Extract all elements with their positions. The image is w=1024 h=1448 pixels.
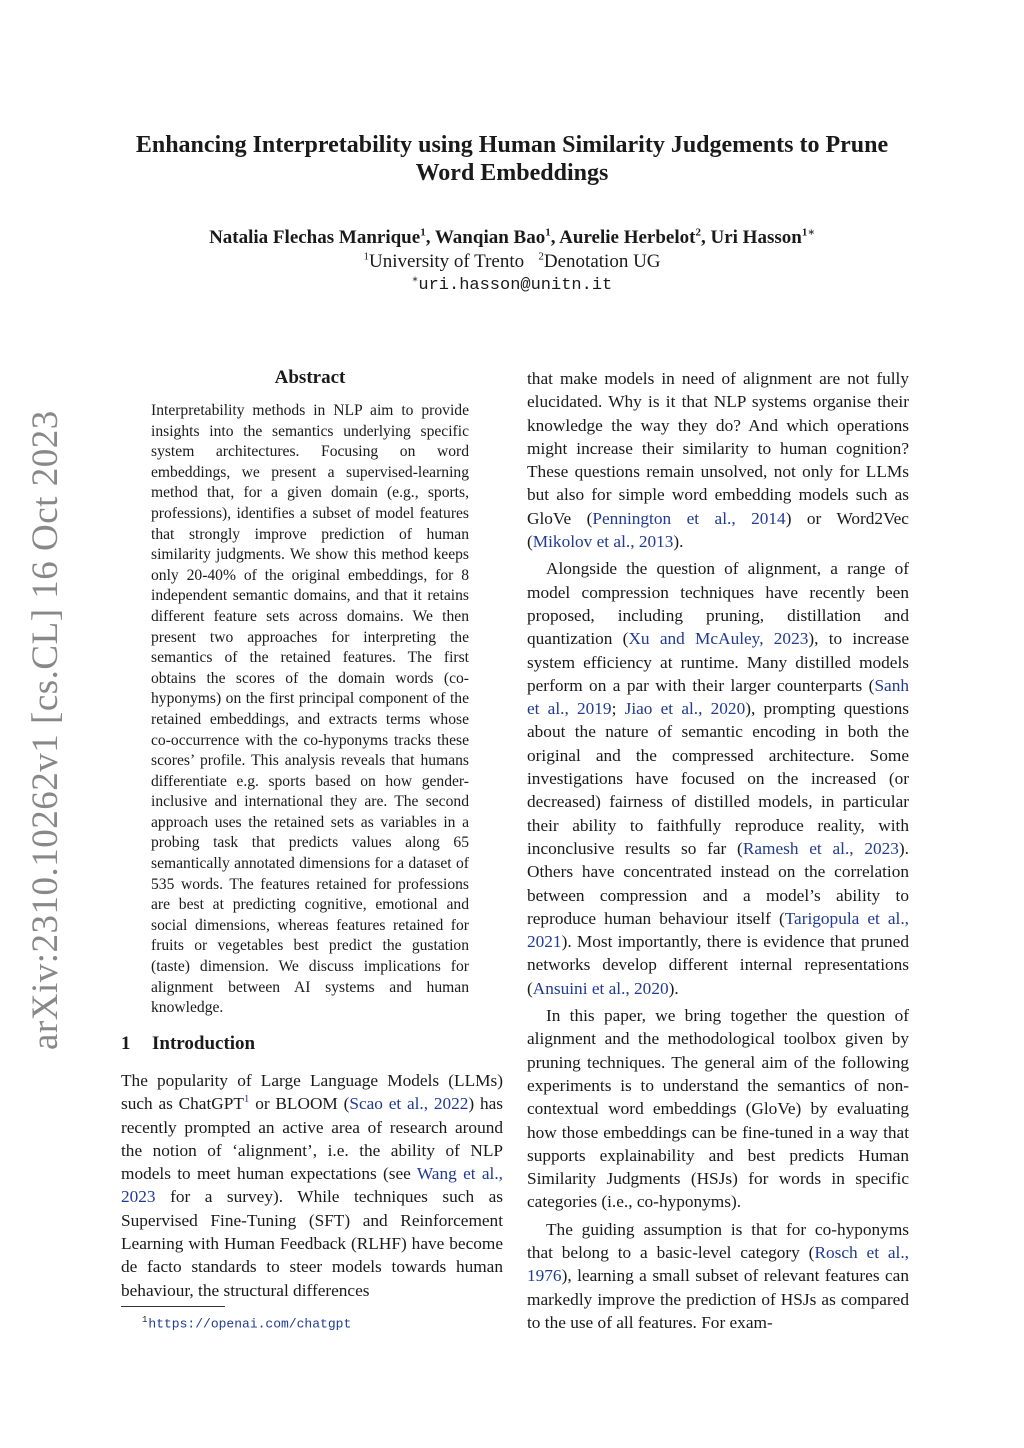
intro-column-right [527, 367, 909, 1334]
text-run: ; [611, 699, 625, 719]
footnote [142, 1311, 351, 1333]
intro-paragraph-2 [527, 557, 909, 1000]
footnote-rule [121, 1306, 225, 1307]
text-run: Alongside the question of alignment, a range of model compression techniques have recently been proposed, including pruning, distillation and quantization ( [527, 559, 909, 649]
arxiv-identifier-stamp: arXiv:2310.10262v1 [cs.CL] 16 Oct 2023 [25, 410, 66, 1050]
text-run: that make models in need of alignment are not fully elucidated. Why is it that NLP systems organise their knowledge the way they do? And which operations might increase their similarity to human cognition? These questions remain unsolved, not only for LLMs but also for simple word embedding models such as GloVe ( [527, 369, 909, 528]
text-run: ) or Word2Vec ( [527, 508, 909, 552]
text-run: for a survey). While techniques such as Supervised Fine-Tuning (SFT) and Reinforcement Learning with Human Feedback (RLHF) have become de facto standards to steer models towards human behaviour, the structural differences [121, 1187, 503, 1300]
affiliation-mark: 2 [538, 250, 544, 263]
email-mark: ∗ [411, 274, 419, 287]
author-affiliation-mark: 1 [545, 226, 551, 239]
text-run: ). Most importantly, there is evidence that pruned networks develop different internal representations ( [527, 932, 909, 998]
text-run: or BLOOM ( [249, 1094, 350, 1114]
abstract-text: Interpretability methods in NLP aim to provide insights into the semantics underlying specific system architectures. Focusing on word embeddings, we present a supervised-learning method that, for a given domain (e.g., sports, professions), identifies a subset of model features that strongly improve prediction of human similarity judgments. We show this method keeps only 20-40% of the original embeddings, for 8 independent semantic domains, and that it retains different feature sets across domains. We then present two approaches for interpreting the semantics of the retained features. The first obtains the scores of the domain words (co-hyponyms) on the first principal component of the retained embeddings, and extracts terms whose co-occurrence with the co-hyponyms tracks these scores’ profile. This analysis reveals that humans differentiate e.g. sports based on how gender-inclusive and international they are. The second approach uses the retained sets as variables in a probing task that predicts values along 65 semantically annotated dimensions for a dataset of 535 words. The features retained for professions are best at predicting cognitive, emotional and social dimensions, whereas features retained for fruits or vegetables best predict the gustation (taste) dimension. We discuss implications for alignment between AI systems and human knowledge. [151, 402, 469, 1017]
citation-link[interactable]: Tarigopula et al., 2021 [527, 908, 909, 952]
section-heading-introduction [121, 1032, 255, 1056]
text-run: ). [668, 978, 679, 998]
footnote-ref[interactable]: 1 [243, 1093, 250, 1106]
citation-link[interactable]: Ansuini et al., 2020 [532, 978, 669, 998]
citation-link[interactable]: Ramesh et al., 2023 [742, 838, 899, 858]
affiliation-name: Denotation UG [543, 251, 661, 272]
text-run: ). [673, 532, 684, 552]
section-title: Introduction [152, 1033, 256, 1054]
affiliation-name: University of Trento [368, 251, 525, 272]
citation-link[interactable]: Pennington et al., 2014 [592, 508, 786, 528]
text-run: ). Others have concentrated instead on the correlation between compression and a model’s ability to reproduce human behaviour itself ( [527, 838, 909, 928]
citation-link[interactable]: Wang et al., 2023 [121, 1164, 503, 1207]
text-run: ), learning a small subset of relevant features can markedly improve the prediction of HSJs as compared to the use of all features. For exam- [527, 1266, 909, 1332]
author-list: Natalia Flechas Manrique$^1$, Wanqian Bao$^1$, Aurelie Herbelot$^2$, Uri Hasson$^{1∗}$ [209, 226, 815, 248]
affiliation-list [110, 250, 914, 274]
author-affiliation-mark: 1 [420, 226, 426, 239]
footnote-mark: 1 [142, 1315, 148, 1325]
paper-title-line-2: Word Embeddings [415, 160, 609, 186]
author-affiliation-mark: 1∗ [801, 226, 815, 239]
author-name: Uri Hasson [710, 227, 802, 248]
footnote-url[interactable]: https://openai.com/chatgpt [148, 1316, 352, 1332]
citation-link[interactable]: Rosch et al., 1976 [527, 1242, 909, 1286]
citation-link[interactable]: Scao et al., 2022 [349, 1094, 469, 1114]
author-name: Natalia Flechas Manrique [209, 227, 421, 248]
author-affiliation-mark: 2 [695, 226, 701, 239]
citation-link[interactable]: Xu and McAuley, 2023 [628, 629, 809, 649]
intro-column-left [121, 1069, 503, 1302]
intro-paragraph-1-continued [527, 367, 909, 553]
contact-email [110, 275, 914, 297]
text-run: ) has recently prompted an active area of research around the notion of ‘alignment’, i.e. the ability of NLP models to meet human expectations (see [121, 1094, 503, 1184]
text-run: The popularity of Large Language Models (LLMs) such as ChatGPT [121, 1071, 503, 1114]
citation-link[interactable]: Sanh et al., 2019 [527, 675, 909, 719]
author-name: Aurelie Herbelot [559, 227, 696, 248]
abstract-heading: Abstract [274, 367, 346, 388]
intro-paragraph-1 [121, 1069, 503, 1302]
email-address[interactable]: uri.hasson@unitn.it [418, 276, 613, 295]
text-run: ), to increase system efficiency at runtime. Many distilled models perform on a par with their larger counterparts ( [527, 629, 910, 695]
text-run: ), prompting questions about the nature of semantic encoding in both the original and the compressed architecture. Some investigations have focused on the increased (or decreased) fairness of distilled models, in particular their ability to faithfully reproduce reality, with inconclusive results so far ( [527, 699, 909, 858]
citation-link[interactable]: Jiao et al., 2020 [624, 699, 746, 719]
section-number: 1 [121, 1033, 131, 1054]
paper-title [110, 131, 914, 187]
affiliation-mark: 1 [363, 250, 369, 263]
citation-link[interactable]: Mikolov et al., 2013 [532, 532, 674, 552]
intro-paragraph-4 [527, 1218, 909, 1334]
paper-title-line-1: Enhancing Interpretability using Human Similarity Judgements to Prune [135, 132, 889, 158]
intro-paragraph-3: In this paper, we bring together the question of alignment and the methodological toolbox given by pruning techniques. The general aim of the following experiments is to understand the semantics of non-contextual word embeddings (GloVe) by evaluating how those embeddings can be fine-tuned in a way that supports explainability and best predicts Human Similarity Judgments (HSJs) for words in specific categories (i.e., co-hyponyms). [527, 1006, 909, 1212]
text-run: The guiding assumption is that for co-hyponyms that belong to a basic-level category ( [527, 1219, 909, 1262]
author-name: Wanqian Bao [434, 227, 546, 248]
